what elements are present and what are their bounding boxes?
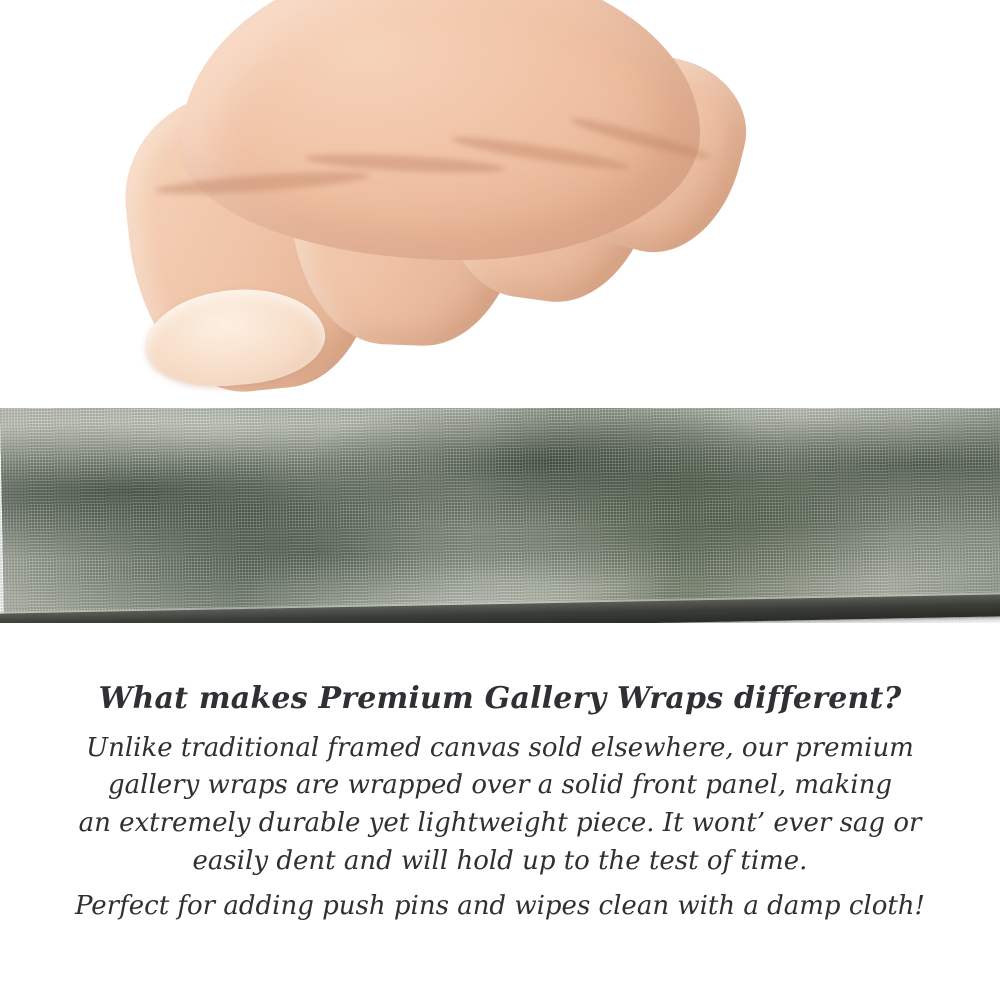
caption-line-2: gallery wraps are wrapped over a solid front panel, making [108,770,892,801]
promo-caption [0,680,1000,926]
caption-line-3: an extremely durable yet lightweight piece. It wont’ ever sag or [78,807,922,838]
canvas-wrap-slab [0,408,1000,623]
caption-heading: What makes Premium Gallery Wraps different? [98,681,902,716]
canvas-weave-texture [0,408,1000,623]
hand-illustration [120,0,740,430]
caption-line-4: easily dent and will hold up to the test of time. [192,845,808,876]
caption-line-1: Unlike traditional framed canvas sold elsewhere, our premium [86,732,914,763]
caption-line-5: Perfect for adding push pins and wipes clean with a damp cloth! [74,891,925,922]
